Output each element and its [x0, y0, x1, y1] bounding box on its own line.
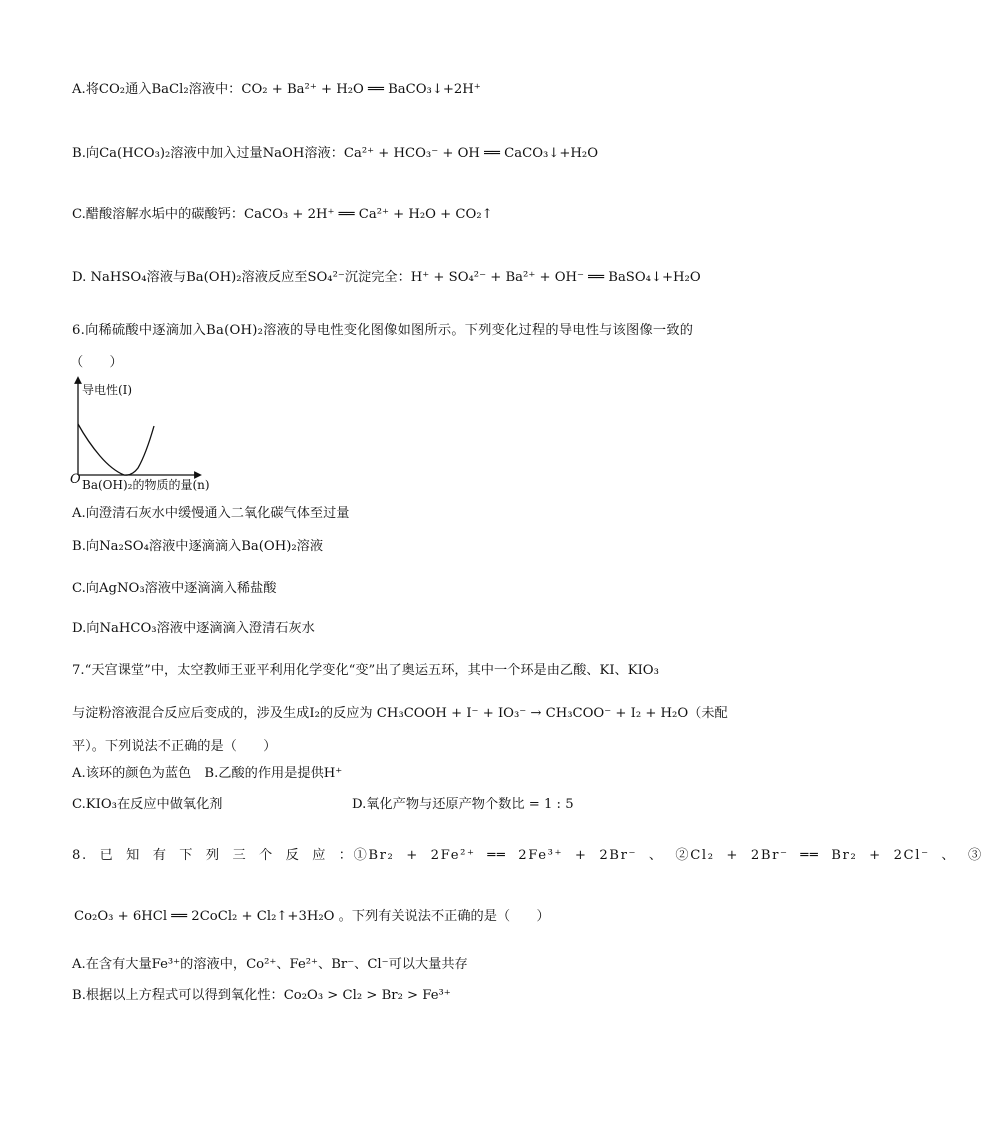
conductivity-curve [78, 424, 154, 475]
q5-option-c: C.醋酸溶解水垢中的碳酸钙：CaCO₃ + 2H⁺ ══ Ca²⁺ + H₂O + CO₂↑ [72, 207, 493, 222]
q8-stem-line2: Co₂O₃ + 6HCl ══ 2CoCl₂ + Cl₂↑+3H₂O 。下列有关说法不正确的是（ ） [74, 909, 550, 924]
q8-option-b: B.根据以上方程式可以得到氧化性：Co₂O₃ > Cl₂ > Br₂ > Fe³⁺ [72, 988, 451, 1003]
q6-option-d: D.向NaHCO₃溶液中逐滴滴入澄清石灰水 [72, 621, 315, 636]
conductivity-graph [70, 376, 220, 496]
q6-option-b: B.向Na₂SO₄溶液中逐滴滴入Ba(OH)₂溶液 [72, 539, 324, 554]
q7-option-d: D.氧化产物与还原产物个数比 = 1 : 5 [352, 797, 574, 812]
q7-options-ab: A.该环的颜色为蓝色 B.乙酸的作用是提供H⁺ [72, 766, 343, 781]
q6-option-a: A.向澄清石灰水中缓慢通入二氧化碳气体至过量 [72, 506, 350, 521]
y-axis-label: 导电性(I) [82, 383, 133, 397]
q7-stem-line3: 平）。下列说法不正确的是（ ） [72, 739, 277, 754]
q7-stem: 7.“天宫课堂”中，太空教师王亚平利用化学变化“变”出了奥运五环，其中一个环是由乙酸、KI、KIO₃ [72, 663, 659, 678]
q5-option-a: A.将CO₂通入BaCl₂溶液中：CO₂ + Ba²⁺ + H₂O ══ BaCO₃↓+2H⁺ [72, 82, 481, 97]
q8-option-a: A.在含有大量Fe³⁺的溶液中，Co²⁺、Fe²⁺、Br⁻、Cl⁻可以大量共存 [72, 957, 468, 972]
origin-label: O [70, 472, 81, 487]
q5-option-b: B.向Ca(HCO₃)₂溶液中加入过量NaOH溶液：Ca²⁺ + HCO₃⁻ + OH ══ CaCO₃↓+H₂O [72, 146, 599, 161]
q6-stem: 6.向稀硫酸中逐滴加入Ba(OH)₂溶液的导电性变化图像如图所示。下列变化过程的导电性与该图像一致的 [72, 323, 694, 338]
q7-option-c: C.KIO₃在反应中做氧化剂 [72, 797, 223, 812]
q6-bracket: （ ） [70, 355, 123, 370]
x-axis-label: Ba(OH)₂的物质的量(n) [82, 478, 210, 492]
q7-stem-line2: 与淀粉溶液混合反应后变成的，涉及生成I₂的反应为 CH₃COOH + I⁻ + IO₃⁻ → CH₃COO⁻ + I₂ + H₂O（未配 [72, 706, 728, 721]
q6-option-c: C.向AgNO₃溶液中逐滴滴入稀盐酸 [72, 581, 277, 596]
q5-option-d: D. NaHSO₄溶液与Ba(OH)₂溶液反应至SO₄²⁻沉淀完全：H⁺ + SO₄²⁻ + Ba²⁺ + OH⁻ ══ BaSO₄↓+H₂O [72, 270, 701, 285]
q8-stem: 8. 已 知 有 下 列 三 个 反 应 ：①Br₂ + 2Fe²⁺ ══ 2Fe³⁺ + 2Br⁻ 、 ②Cl₂ + 2Br⁻ ══ Br₂ + 2Cl⁻ 、 ③ [72, 848, 983, 863]
